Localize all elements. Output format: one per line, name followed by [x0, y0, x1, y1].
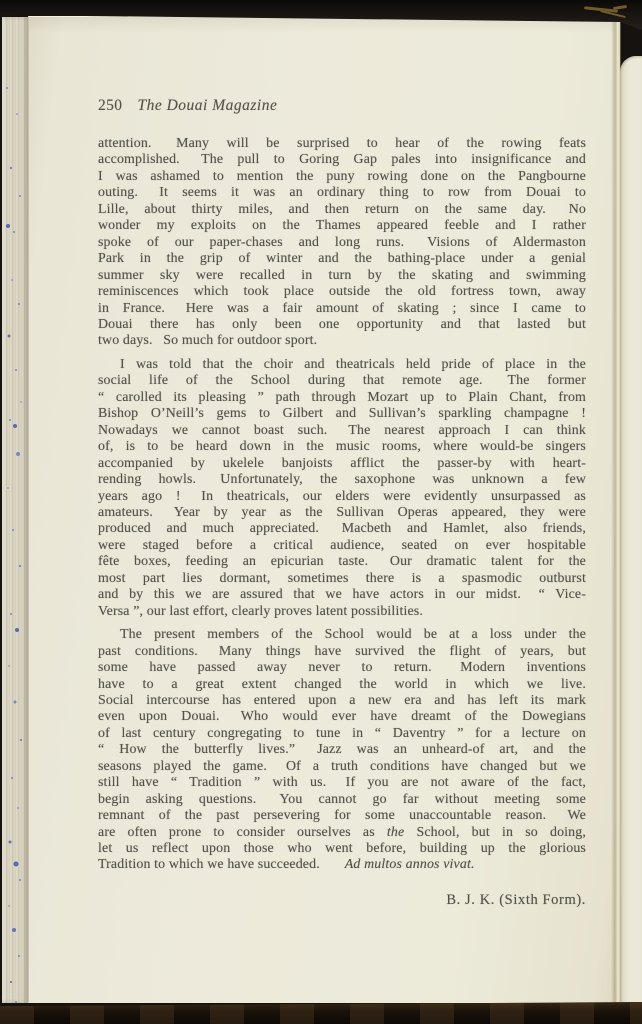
article-body [98, 136, 586, 908]
text-line: Douai there has only been one opportunity and that lasted but [98, 316, 586, 332]
text-line: reminiscences which took place outside the old fortress town, away [98, 284, 586, 300]
paragraphs-container [98, 136, 586, 874]
text-line: of, is to be heard down in the music rooms, where would-be singers [98, 439, 586, 455]
text-line: past conditions. Many things have survived the flight of years, but [98, 643, 586, 659]
text-line: summer sky were recalled in turn by the skating and swimming [98, 267, 586, 283]
text-line: Social intercourse has entered upon a new era and has left its mark [98, 692, 586, 708]
text-line: rending howls. Unfortunately, the saxophone was unknown a few [98, 472, 586, 488]
text-line: accomplished. The pull to Goring Gap pales into insignificance and [98, 152, 586, 168]
text-line: still have “ Tradition ” with us. If you are not aware of the fact, [98, 775, 586, 791]
running-head [98, 97, 277, 115]
book-cover-bottom [0, 1002, 642, 1024]
text-line: were staged before a critical audience, seated on ever hospitable [98, 537, 586, 553]
text-line: The present members of the School would be at a loss under the [120, 627, 586, 643]
text-line: of last century congregating to tune in “ Daventry ” for a lecture on [98, 725, 586, 741]
paragraph [98, 136, 586, 350]
text-line: I was told that the choir and theatricals held pride of place in the [120, 356, 586, 372]
text-line: outing. It seems it was an ordinary thing to row from Douai to [98, 185, 586, 201]
text-line: Versa ”, our last effort, clearly proves latent possibilities. [98, 603, 423, 619]
text-line: Bishop O’Neill’s gems to Gilbert and Sullivan’s sparkling champagne ! [98, 406, 586, 422]
text-line: years ago ! In theatricals, our elders were evidently unsurpassed as [98, 488, 586, 504]
text-line: have to a great extent changed the world in which we live. [98, 676, 586, 692]
facing-page-edge [620, 56, 642, 1003]
text-line: accompanied by ukelele banjoists afflict the passer-by with heart- [98, 455, 586, 471]
text-line: two days. So much for outdoor sport. [98, 333, 318, 349]
text-line: attention. Many will be surprised to hear of the rowing feats [98, 136, 586, 151]
text-line: social life of the School during that remote age. The former [98, 373, 586, 389]
magazine-page [28, 16, 620, 1003]
page-edge-stack [2, 17, 28, 1003]
text-line: “ How the butterfly lives.” Jazz was an unheard-of art, and the [98, 742, 586, 758]
text-line: Park in the grip of winter and the bathing-place under a genial [98, 251, 586, 267]
text-line: seasons played the game. Of a truth conditions have changed but we [98, 758, 586, 774]
paragraph [98, 357, 586, 620]
text-line: Tradition to which we have succeeded. Ad multos annos vivat. [98, 857, 475, 873]
text-line: some have passed away never to return. Modern inventions [98, 660, 586, 676]
text-line: Lille, about thirty miles, and then return on the same day. No [98, 201, 586, 217]
text-line: even upon Douai. Who would ever have dreamt of the Dowegians [98, 709, 586, 725]
text-line: let us reflect upon those who went before, building up the glorious [98, 841, 586, 857]
text-line: most part lies dormant, sometimes there is a spasmodic outburst [98, 570, 586, 586]
text-line: begin asking questions. You cannot go far without meeting some [98, 791, 586, 807]
text-line: produced and much appreciated. Macbeth and Hamlet, also friends, [98, 521, 586, 537]
text-line: are often prone to consider ourselves as the School, but in so doing, [98, 824, 586, 840]
text-line: fête boxes, feeding an epicurian taste. Our dramatic talent for the [98, 554, 586, 570]
running-title: The Douai Magazine [137, 97, 278, 114]
text-line: remnant of the past persevering for some unaccountable reason. We [98, 808, 586, 824]
text-line: wonder my exploits on the Thames appeared feeble and I rather [98, 218, 586, 234]
text-line: Nowadays we cannot boast such. The nearest approach I can think [98, 422, 586, 438]
text-line: amateurs. Year by year as the Sullivan Operas appeared, they were [98, 504, 586, 520]
paragraph [98, 627, 586, 874]
page-number: 250 [98, 97, 123, 114]
text-line: I was ashamed to mention the puny rowing done on the Pangbourne [98, 168, 586, 184]
text-line: in France. Here was a fair amount of skating ; since I came to [98, 300, 586, 316]
text-line: and by this we are assured that we have actors in our midst. “ Vice- [98, 587, 586, 603]
text-line: “ carolled its pleasing ” path through Mozart up to Plain Chant, from [98, 389, 586, 405]
author-signature: B. J. K. (Sixth Form). [446, 891, 586, 908]
text-line: spoke of our paper-chases and long runs. Visions of Aldermaston [98, 234, 586, 250]
